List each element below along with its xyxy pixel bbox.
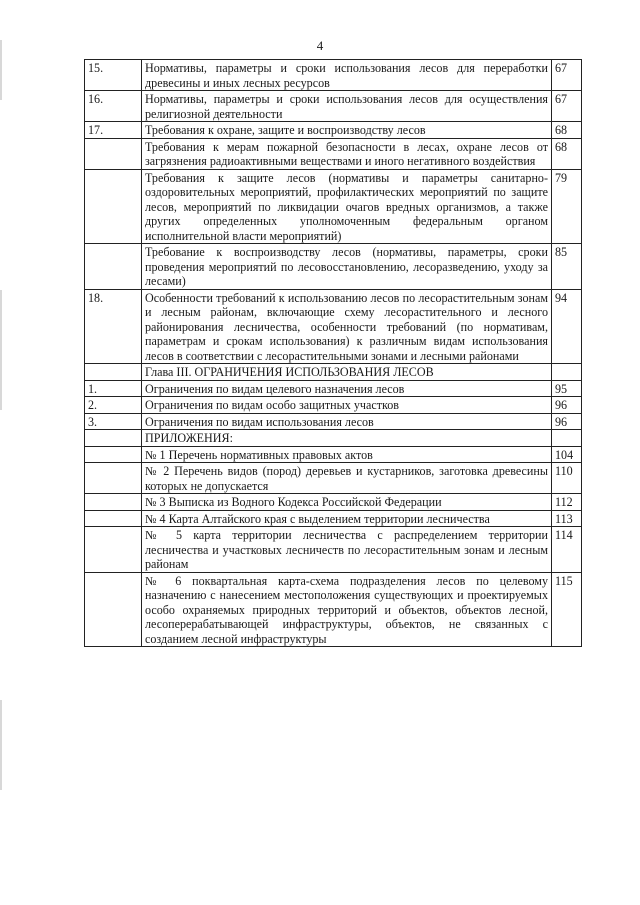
section-title: № 1 Перечень нормативных правовых актов	[142, 446, 552, 463]
page-reference: 112	[552, 494, 582, 511]
section-title: Требования к мерам пожарной безопасности в лесах, охране лесов от загрязнения радиоактивными веществами и иного негативного воздействия	[142, 138, 552, 169]
section-title: Нормативы, параметры и сроки использования лесов для переработки древесины и иных лесных ресурсов	[142, 60, 552, 91]
section-title: № 3 Выписка из Водного Кодекса Российской Федерации	[142, 494, 552, 511]
section-number	[85, 463, 142, 494]
toc-row	[85, 364, 582, 381]
page-reference: 96	[552, 397, 582, 414]
section-number	[85, 138, 142, 169]
toc-row	[85, 60, 582, 91]
page-reference: 104	[552, 446, 582, 463]
section-title: № 5 карта территории лесничества с распределением территории лесничества и участковых лесничеств по лесорастительным зонам и лесным районам	[142, 527, 552, 573]
section-number	[85, 572, 142, 647]
page-reference: 113	[552, 510, 582, 527]
section-number: 3.	[85, 413, 142, 430]
page-reference: 68	[552, 138, 582, 169]
page-reference: 67	[552, 60, 582, 91]
section-number: 17.	[85, 122, 142, 139]
scan-edge-mark	[0, 700, 2, 790]
page-reference	[552, 364, 582, 381]
page-reference: 95	[552, 380, 582, 397]
section-number: 1.	[85, 380, 142, 397]
toc-body	[85, 60, 582, 647]
page-reference: 68	[552, 122, 582, 139]
section-number: 16.	[85, 91, 142, 122]
toc-row	[85, 413, 582, 430]
toc-row	[85, 463, 582, 494]
section-number	[85, 169, 142, 244]
section-title: № 4 Карта Алтайского края с выделением территории лесничества	[142, 510, 552, 527]
section-title: Требование к воспроизводству лесов (нормативы, параметры, сроки проведения мероприятий по лесовосстановлению, лесоразведению, уходу за лесами)	[142, 244, 552, 290]
toc-row	[85, 244, 582, 290]
toc-row	[85, 122, 582, 139]
section-number: 18.	[85, 289, 142, 364]
section-number	[85, 244, 142, 290]
page-number: 4	[316, 38, 324, 53]
page-reference: 94	[552, 289, 582, 364]
section-number	[85, 364, 142, 381]
page-reference: 115	[552, 572, 582, 647]
scan-edge-mark	[0, 290, 2, 410]
section-title: Глава III. ОГРАНИЧЕНИЯ ИСПОЛЬЗОВАНИЯ ЛЕСОВ	[142, 364, 552, 381]
section-number	[85, 527, 142, 573]
toc-row	[85, 527, 582, 573]
toc-row	[85, 91, 582, 122]
section-title: Ограничения по видам особо защитных участков	[142, 397, 552, 414]
section-title: Ограничения по видам использования лесов	[142, 413, 552, 430]
toc-row	[85, 510, 582, 527]
page-reference: 96	[552, 413, 582, 430]
toc-row	[85, 572, 582, 647]
page-reference	[552, 430, 582, 447]
section-title: Требования к защите лесов (нормативы и параметры санитарно-оздоровительных мероприятий, профилактических мероприятий по защите лесов, мероприятий по ликвидации очагов вредных организмов, а также других определенных уполномоченным федеральным органом исполнительной власти мероприятий)	[142, 169, 552, 244]
page-reference: 85	[552, 244, 582, 290]
page-reference: 114	[552, 527, 582, 573]
section-number	[85, 494, 142, 511]
section-title: № 6 поквартальная карта-схема подразделения лесов по целевому назначению с нанесением местоположения существующих и проектируемых особо охраняемых природных территорий и объектов, объектов лесной, лесоперерабатывающей инфраструктуры, объектов, не связанных с созданием лесной инфраструктуры	[142, 572, 552, 647]
toc-row	[85, 397, 582, 414]
toc-row	[85, 430, 582, 447]
section-number	[85, 430, 142, 447]
page-reference: 79	[552, 169, 582, 244]
toc-row	[85, 446, 582, 463]
section-title: Ограничения по видам целевого назначения лесов	[142, 380, 552, 397]
section-title: № 2 Перечень видов (пород) деревьев и кустарников, заготовка древесины которых не допускается	[142, 463, 552, 494]
page-reference: 67	[552, 91, 582, 122]
toc-row	[85, 380, 582, 397]
section-number	[85, 510, 142, 527]
section-title: Особенности требований к использованию лесов по лесорастительным зонам и лесным районам, включающие схему лесорастительного и лесного районирования лесничества, особенности требований (по нормативам, параметрам и срокам использования) к различным видам использования лесов в соответствии с лесорастительными зонами и лесными районами	[142, 289, 552, 364]
section-title: Требования к охране, защите и воспроизводству лесов	[142, 122, 552, 139]
page-reference: 110	[552, 463, 582, 494]
table-of-contents	[84, 59, 582, 647]
toc-row	[85, 494, 582, 511]
section-number: 15.	[85, 60, 142, 91]
toc-row	[85, 169, 582, 244]
section-title: ПРИЛОЖЕНИЯ:	[142, 430, 552, 447]
toc-row	[85, 289, 582, 364]
toc-row	[85, 138, 582, 169]
section-number: 2.	[85, 397, 142, 414]
section-number	[85, 446, 142, 463]
section-title: Нормативы, параметры и сроки использования лесов для осуществления религиозной деятельности	[142, 91, 552, 122]
